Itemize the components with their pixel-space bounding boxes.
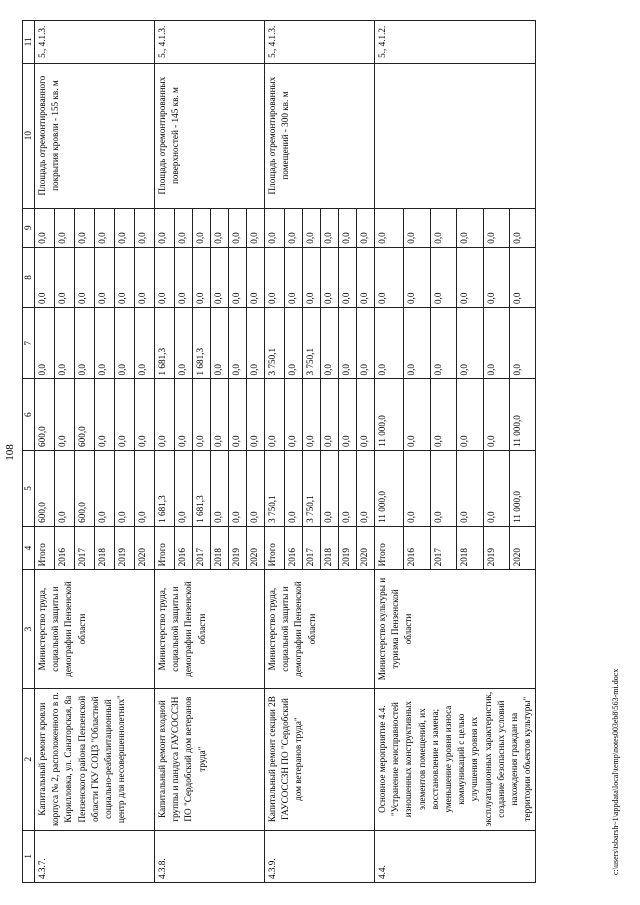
value-federal: 0,0 bbox=[35, 308, 55, 379]
row-code: 4.3.7. bbox=[35, 830, 155, 882]
value-regional: 0,0 bbox=[357, 379, 375, 450]
value-regional: 600,0 bbox=[35, 379, 55, 450]
value-regional: 0,0 bbox=[135, 379, 155, 450]
value-total: 0,0 bbox=[247, 450, 265, 526]
file-path: c:\users\tsbarsh~1\appdata\local\temp\notes003eb8\563-mi.docx bbox=[611, 668, 620, 875]
value-total: 0,0 bbox=[404, 450, 430, 526]
table-row bbox=[35, 21, 55, 883]
value-regional: 600,0 bbox=[75, 379, 95, 450]
year-cell: 2020 bbox=[357, 526, 375, 570]
value-total: 3 750,1 bbox=[265, 450, 285, 526]
value-total: 0,0 bbox=[115, 450, 135, 526]
value-local: 0,0 bbox=[483, 247, 509, 307]
value-total: 0,0 bbox=[430, 450, 456, 526]
value-local: 0,0 bbox=[457, 247, 483, 307]
table-row bbox=[265, 21, 285, 883]
value-federal: 0,0 bbox=[75, 308, 95, 379]
row-code: 4.3.8. bbox=[155, 830, 265, 882]
program-table bbox=[22, 20, 536, 883]
year-cell: 2017 bbox=[193, 526, 211, 570]
year-cell: 2016 bbox=[175, 526, 193, 570]
column-number: 11 bbox=[23, 21, 35, 64]
value-local: 0,0 bbox=[303, 247, 321, 307]
value-other: 0,0 bbox=[135, 208, 155, 247]
value-total: 0,0 bbox=[457, 450, 483, 526]
value-local: 0,0 bbox=[55, 247, 75, 307]
value-total: 11 000,0 bbox=[509, 450, 535, 526]
value-local: 0,0 bbox=[321, 247, 339, 307]
value-local: 0,0 bbox=[509, 247, 535, 307]
value-other: 0,0 bbox=[75, 208, 95, 247]
value-other: 0,0 bbox=[35, 208, 55, 247]
table-body bbox=[35, 21, 536, 883]
value-total: 600,0 bbox=[75, 450, 95, 526]
value-total: 11 000,0 bbox=[375, 450, 404, 526]
year-cell: 2016 bbox=[285, 526, 303, 570]
value-local: 0,0 bbox=[339, 247, 357, 307]
value-total: 1 681,3 bbox=[155, 450, 175, 526]
value-other: 0,0 bbox=[483, 208, 509, 247]
value-local: 0,0 bbox=[265, 247, 285, 307]
value-other: 0,0 bbox=[509, 208, 535, 247]
value-total: 600,0 bbox=[35, 450, 55, 526]
value-regional: 0,0 bbox=[303, 379, 321, 450]
executor: Министерство труда, социальной защиты и демографии Пензенской области bbox=[35, 570, 155, 688]
year-cell: Итого bbox=[155, 526, 175, 570]
year-cell: 2017 bbox=[303, 526, 321, 570]
executor: Министерство труда, социальной защиты и демографии Пензенской области bbox=[155, 570, 265, 688]
value-federal: 0,0 bbox=[95, 308, 115, 379]
value-other: 0,0 bbox=[303, 208, 321, 247]
value-federal: 0,0 bbox=[321, 308, 339, 379]
row-code: 4.4. bbox=[375, 830, 536, 882]
value-regional: 0,0 bbox=[265, 379, 285, 450]
value-local: 0,0 bbox=[247, 247, 265, 307]
measure-name: Капитальный ремонт кровли корпуса № 2, расположенного в п. Кирилловка, ул. Санаторская, 8а Пензенского района Пензенской области ГКУ СОЦЗ "Областной социально-реабилитационный центр для несовершеннолетних" bbox=[35, 688, 155, 830]
value-other: 0,0 bbox=[55, 208, 75, 247]
value-regional: 0,0 bbox=[229, 379, 247, 450]
value-regional: 0,0 bbox=[404, 379, 430, 450]
value-federal: 0,0 bbox=[339, 308, 357, 379]
value-other: 0,0 bbox=[375, 208, 404, 247]
value-other: 0,0 bbox=[95, 208, 115, 247]
year-cell: 2016 bbox=[55, 526, 75, 570]
value-local: 0,0 bbox=[430, 247, 456, 307]
value-other: 0,0 bbox=[193, 208, 211, 247]
value-regional: 0,0 bbox=[115, 379, 135, 450]
value-federal: 1 681,3 bbox=[193, 308, 211, 379]
column-number: 6 bbox=[23, 379, 35, 450]
value-total: 0,0 bbox=[135, 450, 155, 526]
value-other: 0,0 bbox=[115, 208, 135, 247]
year-cell: Итого bbox=[35, 526, 55, 570]
reference: 5., 4.1.3. bbox=[265, 21, 375, 64]
value-local: 0,0 bbox=[357, 247, 375, 307]
year-cell: 2019 bbox=[229, 526, 247, 570]
value-total: 3 750,1 bbox=[303, 450, 321, 526]
year-cell: 2019 bbox=[339, 526, 357, 570]
column-number: 5 bbox=[23, 450, 35, 526]
year-cell: 2020 bbox=[509, 526, 535, 570]
value-total: 0,0 bbox=[55, 450, 75, 526]
value-local: 0,0 bbox=[375, 247, 404, 307]
value-total: 0,0 bbox=[229, 450, 247, 526]
executor: Министерство культуры и туризма Пензенской области bbox=[375, 570, 536, 688]
reference: 5., 4.1.3. bbox=[155, 21, 265, 64]
value-regional: 0,0 bbox=[285, 379, 303, 450]
indicator: Площадь отремонтированных поверхностей - 145 кв. м bbox=[155, 63, 265, 208]
value-local: 0,0 bbox=[193, 247, 211, 307]
value-other: 0,0 bbox=[285, 208, 303, 247]
reference: 5., 4.1.2. bbox=[375, 21, 536, 64]
value-federal: 0,0 bbox=[357, 308, 375, 379]
value-local: 0,0 bbox=[404, 247, 430, 307]
value-other: 0,0 bbox=[229, 208, 247, 247]
value-regional: 0,0 bbox=[247, 379, 265, 450]
value-regional: 0,0 bbox=[55, 379, 75, 450]
value-federal: 0,0 bbox=[247, 308, 265, 379]
value-other: 0,0 bbox=[155, 208, 175, 247]
value-local: 0,0 bbox=[155, 247, 175, 307]
page-number: 108 bbox=[4, 444, 16, 461]
value-federal: 0,0 bbox=[285, 308, 303, 379]
value-other: 0,0 bbox=[247, 208, 265, 247]
value-regional: 0,0 bbox=[457, 379, 483, 450]
value-total: 0,0 bbox=[175, 450, 193, 526]
value-regional: 11 000,0 bbox=[375, 379, 404, 450]
year-cell: 2017 bbox=[75, 526, 95, 570]
value-total: 0,0 bbox=[321, 450, 339, 526]
value-other: 0,0 bbox=[430, 208, 456, 247]
value-other: 0,0 bbox=[339, 208, 357, 247]
value-local: 0,0 bbox=[115, 247, 135, 307]
value-total: 0,0 bbox=[357, 450, 375, 526]
indicator: Площадь отремонтированных помещений - 300 кв. м bbox=[265, 63, 375, 208]
column-number: 10 bbox=[23, 63, 35, 208]
value-federal: 0,0 bbox=[229, 308, 247, 379]
value-local: 0,0 bbox=[285, 247, 303, 307]
value-federal: 0,0 bbox=[404, 308, 430, 379]
value-regional: 0,0 bbox=[175, 379, 193, 450]
value-other: 0,0 bbox=[265, 208, 285, 247]
year-cell: Итого bbox=[375, 526, 404, 570]
reference: 5., 4.1.3. bbox=[35, 21, 155, 64]
value-federal: 3 750,1 bbox=[303, 308, 321, 379]
value-regional: 0,0 bbox=[155, 379, 175, 450]
value-other: 0,0 bbox=[175, 208, 193, 247]
value-federal: 0,0 bbox=[430, 308, 456, 379]
value-other: 0,0 bbox=[457, 208, 483, 247]
value-total: 0,0 bbox=[211, 450, 229, 526]
year-cell: 2018 bbox=[211, 526, 229, 570]
value-total: 0,0 bbox=[339, 450, 357, 526]
value-regional: 0,0 bbox=[193, 379, 211, 450]
value-other: 0,0 bbox=[211, 208, 229, 247]
table-row bbox=[375, 21, 404, 883]
value-regional: 11 000,0 bbox=[509, 379, 535, 450]
row-code: 4.3.9. bbox=[265, 830, 375, 882]
value-local: 0,0 bbox=[35, 247, 55, 307]
value-federal: 0,0 bbox=[457, 308, 483, 379]
year-cell: 2019 bbox=[483, 526, 509, 570]
year-cell: 2016 bbox=[404, 526, 430, 570]
value-federal: 0,0 bbox=[55, 308, 75, 379]
year-cell: 2020 bbox=[135, 526, 155, 570]
value-federal: 0,0 bbox=[509, 308, 535, 379]
value-federal: 0,0 bbox=[375, 308, 404, 379]
year-cell: 2017 bbox=[430, 526, 456, 570]
year-cell: 2019 bbox=[115, 526, 135, 570]
year-cell: 2018 bbox=[457, 526, 483, 570]
year-cell: 2018 bbox=[95, 526, 115, 570]
value-total: 0,0 bbox=[483, 450, 509, 526]
value-federal: 0,0 bbox=[175, 308, 193, 379]
value-other: 0,0 bbox=[321, 208, 339, 247]
measure-name: Основное мероприятие 4.4. "Устранение неисправностей изношенных конструктивных элементов помещений, их восстановление и замена; уменьшение уровня износа коммуникаций с целью улучшения уровня их эксплуатационных характеристик, создание безопасных условий нахождения граждан на территории объектов культуры" bbox=[375, 688, 536, 830]
value-regional: 0,0 bbox=[339, 379, 357, 450]
value-regional: 0,0 bbox=[483, 379, 509, 450]
value-local: 0,0 bbox=[75, 247, 95, 307]
measure-name: Капитальный ремонт секции 2В ГАУСОССЗН ПО "Сердобский дом ветеранов труда" bbox=[265, 688, 375, 830]
year-cell: 2018 bbox=[321, 526, 339, 570]
column-number: 2 bbox=[23, 688, 35, 830]
column-number: 4 bbox=[23, 526, 35, 570]
value-local: 0,0 bbox=[229, 247, 247, 307]
value-regional: 0,0 bbox=[211, 379, 229, 450]
value-total: 0,0 bbox=[285, 450, 303, 526]
table-row bbox=[155, 21, 175, 883]
column-number-row bbox=[23, 21, 35, 883]
value-federal: 1 681,3 bbox=[155, 308, 175, 379]
value-regional: 0,0 bbox=[95, 379, 115, 450]
value-other: 0,0 bbox=[357, 208, 375, 247]
executor: Министерство труда, социальной защиты и демографии Пензенской области bbox=[265, 570, 375, 688]
value-federal: 0,0 bbox=[211, 308, 229, 379]
value-federal: 0,0 bbox=[483, 308, 509, 379]
year-cell: Итого bbox=[265, 526, 285, 570]
measure-name: Капитальный ремонт входной группы и пандуса ГАУСОССЗН ПО "Сердобский дом ветеранов труда" bbox=[155, 688, 265, 830]
value-federal: 0,0 bbox=[115, 308, 135, 379]
value-federal: 0,0 bbox=[135, 308, 155, 379]
value-total: 0,0 bbox=[95, 450, 115, 526]
column-number: 3 bbox=[23, 570, 35, 688]
column-number: 1 bbox=[23, 830, 35, 882]
value-other: 0,0 bbox=[404, 208, 430, 247]
value-local: 0,0 bbox=[135, 247, 155, 307]
value-total: 1 681,3 bbox=[193, 450, 211, 526]
indicator: Площадь отремонтированного покрытия кровли - 155 кв. м bbox=[35, 63, 155, 208]
value-local: 0,0 bbox=[95, 247, 115, 307]
value-local: 0,0 bbox=[175, 247, 193, 307]
year-cell: 2020 bbox=[247, 526, 265, 570]
column-number: 9 bbox=[23, 208, 35, 247]
column-number: 8 bbox=[23, 247, 35, 307]
value-federal: 3 750,1 bbox=[265, 308, 285, 379]
indicator bbox=[375, 63, 536, 208]
column-number: 7 bbox=[23, 308, 35, 379]
value-regional: 0,0 bbox=[430, 379, 456, 450]
value-regional: 0,0 bbox=[321, 379, 339, 450]
value-local: 0,0 bbox=[211, 247, 229, 307]
